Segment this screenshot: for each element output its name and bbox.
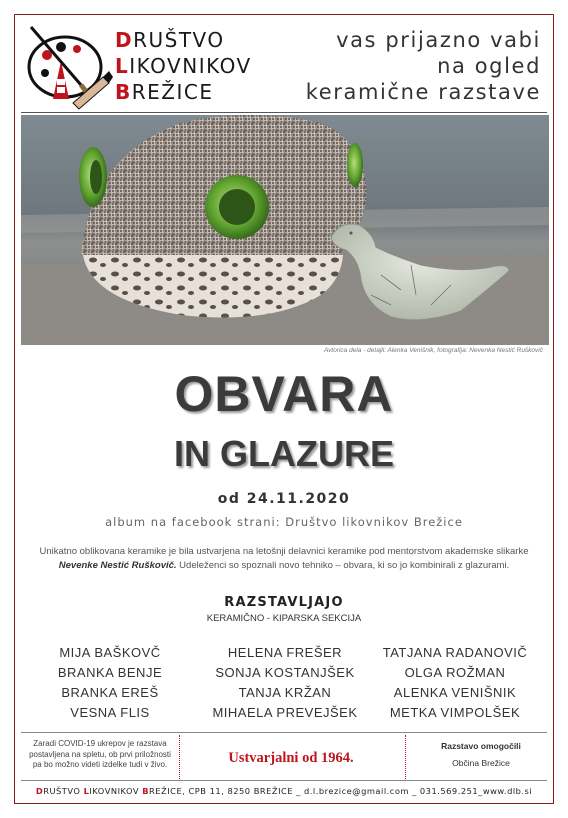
address-details: , CPB 11, 8250 BREŽICE _ d.l.brezice@gmail.com _ 031.569.251_www.dlb.si: [182, 786, 533, 796]
description-text: Udeleženci so spoznali novo tehniko – obvara, ki so jo kombinirali z glazurami.: [176, 560, 510, 571]
address-initial: L: [83, 786, 90, 796]
exhibitor-name: TANJA KRŽAN: [238, 685, 332, 700]
poster: [14, 14, 554, 804]
address-word: IKOVNIKOV: [89, 786, 143, 796]
description: [39, 545, 529, 573]
address-initial: B: [142, 786, 150, 796]
invitation-text: [306, 27, 541, 105]
address-initial: D: [35, 786, 44, 796]
invite-line: keramične razstave: [305, 80, 541, 104]
organization-name: [115, 27, 252, 105]
exhibitors-heading: RAZSTAVLJAJO: [224, 595, 344, 610]
exhibitor-name: OLGA ROŽMAN: [404, 665, 506, 680]
org-initial: L: [115, 54, 130, 78]
org-word: REŽICE: [131, 80, 214, 104]
footer-divider: [405, 735, 406, 779]
org-word: RUŠTVO: [133, 28, 225, 52]
invite-line: na ogled: [437, 54, 541, 78]
exhibitor-column: [210, 643, 360, 723]
covid-note: Zaradi COVID-19 ukrepov je razstava postavljena na spletu, ob prvi priložnosti pa bo možno videti izdelke tudi v živo.: [29, 739, 171, 769]
sponsor-block: [411, 741, 551, 768]
address-word: RUŠTVO: [43, 786, 84, 796]
facebook-album-note: album na facebook strani: Društvo likovnikov Brežice: [105, 515, 463, 529]
exhibitor-name: BRANKA BENJE: [57, 665, 163, 680]
exhibitor-name: BRANKA EREŠ: [61, 685, 159, 700]
footer-divider: [179, 735, 180, 779]
exhibitor-name: VESNA FLIS: [70, 705, 150, 720]
ceramics-photo: [21, 115, 549, 345]
exhibitor-name: MIJA BAŠKOVČ: [59, 645, 161, 660]
exhibitor-name: TATJANA RADANOVIČ: [382, 645, 528, 660]
mentor-name: Nevenke Nestić Ruškovič.: [58, 560, 177, 571]
exhibitor-name: HELENA FREŠER: [227, 645, 343, 660]
invite-line: vas prijazno vabi: [336, 28, 541, 52]
org-initial: D: [115, 28, 134, 52]
photo-credit: Avtorica dela - detajli: Alenka Venišnik, fotografija: Nevenka Nestić Ruškovič: [323, 347, 543, 354]
org-initial: B: [115, 80, 132, 104]
address-word: REŽICE: [149, 786, 183, 796]
description-text: Unikatno oblikovana keramike je bila ustvarjena na letošnji delavnici keramike pod mentorstvom akademske slikarke: [39, 546, 529, 557]
contact-line: [21, 780, 547, 796]
exhibitor-name: MIHAELA PREVEJŠEK: [212, 705, 358, 720]
header-divider: [21, 112, 547, 113]
sponsor-heading: Razstavo omogočili: [441, 741, 521, 751]
palette-logo-icon: [23, 21, 113, 113]
title-sub: IN GLAZURE: [174, 433, 394, 474]
org-word: IKOVNIKOV: [129, 54, 252, 78]
title-main: OBVARA: [174, 366, 394, 422]
exhibitor-name: ALENKA VENIŠNIK: [393, 685, 517, 700]
exhibition-date: od 24.11.2020: [217, 491, 351, 507]
exhibitor-column: [380, 643, 530, 723]
exhibitor-name: METKA VIMPOLŠEK: [389, 705, 521, 720]
exhibitor-column: [35, 643, 185, 723]
sponsor-name: Občina Brežice: [452, 758, 510, 768]
exhibitor-name: SONJA KOSTANJŠEK: [215, 665, 355, 680]
motto: Ustvarjalni od 1964.: [228, 750, 354, 766]
footer: [21, 732, 547, 782]
section-name: KERAMIČNO - KIPARSKA SEKCIJA: [206, 613, 362, 624]
